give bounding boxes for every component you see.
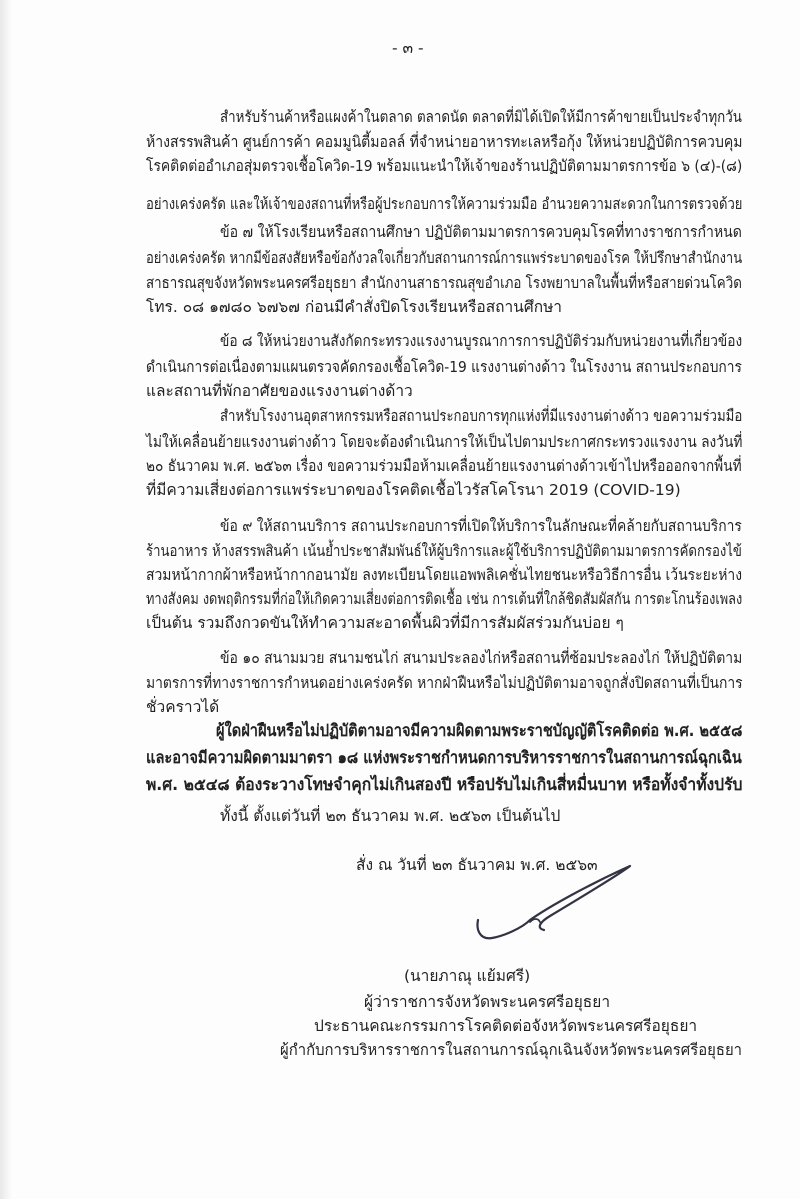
para3-line3: และสถานที่พักอาศัยของแรงงานต่างด้าว [146, 382, 413, 400]
para4-line4: ที่มีความเสี่ยงต่อการแพร่ระบาดของโรคติดเชื้อไวรัสโคโรนา 2019 (COVID-19) [146, 481, 681, 499]
penalty-line3: พ.ศ. ๒๕๔๘ ต้องระวางโทษจำคุกไม่เกินสองปี หรือปรับไม่เกินสี่หมื่นบาท หรือทั้งจำทั้งปรับ [146, 775, 743, 794]
signer-title1: ผู้ว่าราชการจังหวัดพระนครศรีอยุธยา [364, 993, 611, 1011]
page-number: - ๓ - [392, 39, 424, 57]
signer-name: (นายภาณุ แย้มศรี) [404, 967, 531, 985]
penalty-line1: ผู้ใดฝ่าฝืนหรือไม่ปฏิบัติตามอาจมีความผิดตามพระราชบัญญัติโรคติดต่อ พ.ศ. ๒๕๕๘ [216, 721, 743, 740]
para5-line4: ทางสังคม งดพฤติกรรมที่ก่อให้เกิดความเสี่ยงต่อการติดเชื้อ เช่น การเต้นที่ใกล้ชิดสัมผัสกัน การตะโกนร้องเพลง [146, 590, 743, 608]
para2-line4: โทร. ๐๘ ๑๗๘๐ ๖๗๖๗ ก่อนมีคำสั่งปิดโรงเรียนหรือสถานศึกษา [146, 298, 562, 316]
para1-line3: โรคติดต่ออำเภอสุ่มตรวจเชื้อโควิด-19 พร้อมแนะนำให้เจ้าของร้านปฏิบัติตามมาตรการข้อ ๖ (๔)-(๘) [146, 157, 743, 175]
signer-title2: ประธานคณะกรรมการโรคติดต่อจังหวัดพระนครศรีอยุธยา [314, 1017, 698, 1035]
effective-date: ทั้งนี้ ตั้งแต่วันที่ ๒๓ ธันวาคม พ.ศ. ๒๕๖๓ เป็นต้นไป [220, 807, 561, 825]
para4-line1: สำหรับโรงงานอุตสาหกรรมหรือสถานประกอบการทุกแห่งที่มีแรงงานต่างด้าว ขอความร่วมมือ [220, 407, 743, 425]
para3-line1: ข้อ ๘ ให้หน่วยงานสังกัดกระทรวงแรงงานบูรณาการการปฏิบัติร่วมกับหน่วยงานที่เกี่ยวข้อง [220, 332, 743, 350]
para3-line2: ดำเนินการต่อเนื่องตามแผนตรวจคัดกรองเชื้อโควิด-19 แรงงานต่างด้าว ในโรงงาน สถานประกอบการ [146, 358, 742, 376]
para6-line3: ชั่วคราวได้ [146, 698, 220, 716]
para5-line3: สวมหน้ากากผ้าหรือหน้ากากอนามัย ลงทะเบียนโดยแอพพลิเคชั่นไทยชนะหรือวิธีการอื่น เว้นระยะห่าง [146, 566, 742, 584]
para4-line3: ๒๐ ธันวาคม พ.ศ. ๒๕๖๓ เรื่อง ขอความร่วมมือห้ามเคลื่อนย้ายแรงงานต่างด้าวเข้าไปหรือออกจากพื้นที่ [146, 457, 742, 475]
handwritten-signature [470, 858, 640, 948]
para2-line2: อย่างเคร่งครัด หากมีข้อสงสัยหรือข้อกังวลใจเกี่ยวกับสถานการณ์การแพร่ระบาดของโรค ให้ปรึกษาสำนักงาน [146, 249, 743, 267]
para6-line2: มาตรการที่ทางราชการกำหนดอย่างเคร่งครัด หากฝ่าฝืนหรือไม่ปฏิบัติตามอาจถูกสั่งปิดสถานที่เป็นการ [146, 674, 743, 692]
penalty-line2: และอาจมีความผิดตามมาตรา ๑๘ แห่งพระราชกำหนดการบริหารราชการในสถานการณ์ฉุกเฉิน [146, 748, 742, 767]
para1-line1: สำหรับร้านค้าหรือแผงค้าในตลาด ตลาดนัด ตลาดที่มิได้เปิดให้มีการค้าขายเป็นประจำทุกวัน [220, 108, 742, 126]
para5-line1: ข้อ ๙ ให้สถานบริการ สถานประกอบการที่เปิดให้บริการในลักษณะที่คล้ายกับสถานบริการ [220, 517, 742, 535]
para2-line3: สาธารณสุขจังหวัดพระนครศรีอยุธยา สำนักงานสาธารณสุขอำเภอ โรงพยาบาลในพื้นที่หรือสายด่วนโควิด [146, 274, 742, 292]
para4-line2: ไม่ให้เคลื่อนย้ายแรงงานต่างด้าว โดยจะต้องดำเนินการให้เป็นไปตามประกาศกระทรวงแรงงาน ลงวันที่ [146, 433, 743, 451]
para2-line1: ข้อ ๗ ให้โรงเรียนหรือสถานศึกษา ปฏิบัติตามมาตรการควบคุมโรคที่ทางราชการกำหนด [220, 223, 742, 241]
order-date: สั่ง ณ วันที่ ๒๓ ธันวาคม พ.ศ. ๒๕๖๓ [356, 856, 598, 874]
para5-line5: เป็นต้น รวมถึงกวดขันให้ทำความสะอาดพื้นผิวที่มีการสัมผัสร่วมกันบ่อย ๆ [146, 614, 624, 632]
para5-line2: ร้านอาหาร ห้างสรรพสินค้า เน้นย้ำประชาสัมพันธ์ให้ผู้บริการและผู้ใช้บริการปฏิบัติตามมาตรการคัดกรองไข้ [146, 542, 742, 560]
para1-line4: อย่างเคร่งครัด และให้เจ้าของสถานที่หรือผู้ประกอบการให้ความร่วมมือ อำนวยความสะดวกในการตรวจด้วย [146, 195, 743, 213]
para6-line1: ข้อ ๑๐ สนามมวย สนามชนไก่ สนามประลองไก่หรือสถานที่ซ้อมประลองไก่ ให้ปฏิบัติตาม [220, 649, 743, 667]
page-edge-shadow [0, 0, 12, 1199]
para1-line2: ห้างสรรพสินค้า ศูนย์การค้า คอมมูนิตี้มอลล์ ที่จำหน่ายอาหารทะเลหรือกุ้ง ให้หน่วยปฏิบัติการควบคุม [146, 133, 743, 151]
signer-title3: ผู้กำกับการบริหารราชการในสถานการณ์ฉุกเฉินจังหวัดพระนครศรีอยุธยา [280, 1041, 743, 1059]
